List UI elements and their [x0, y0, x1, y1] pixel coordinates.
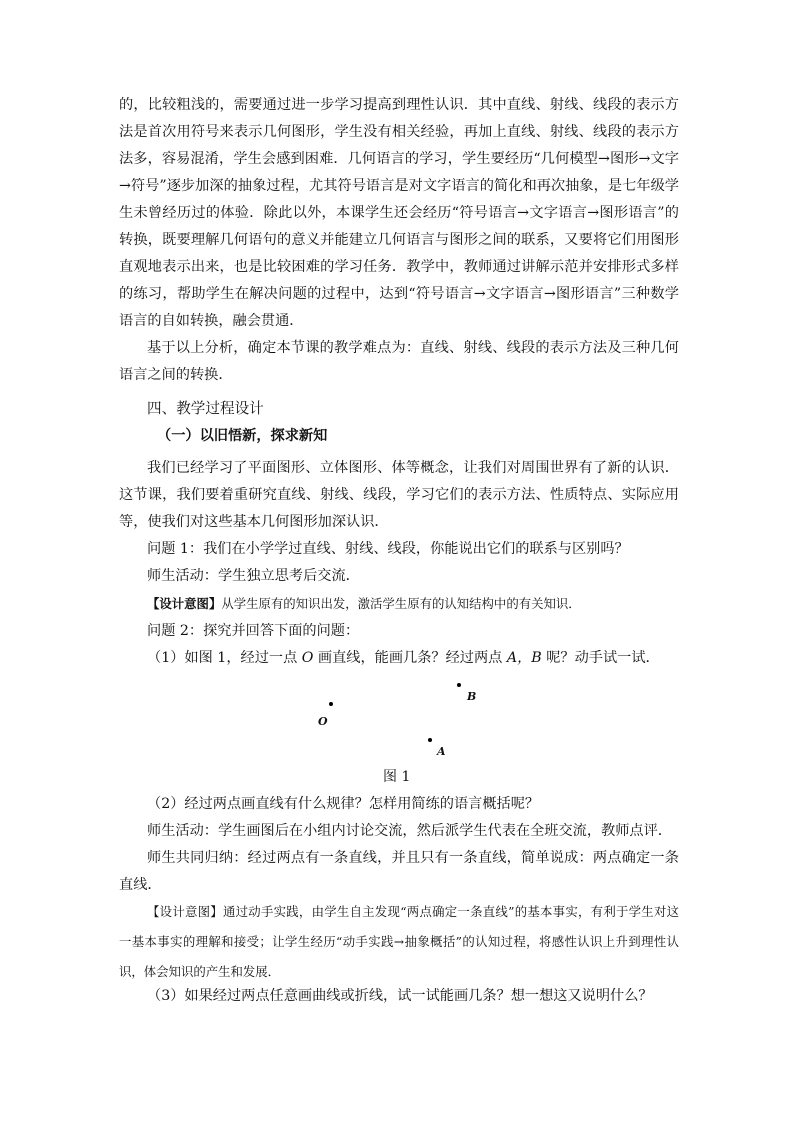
section-heading-teaching-process: 四、教学过程设计: [147, 400, 264, 417]
paragraph-introduction: 我们已经学习了平面图形、立体图形、体等概念，让我们对周围世界有了新的认识．这节课，我们要着重研究直线、射线、线段，学习它们的表示方法、性质特点、实际应用等，使我们对这些基本几何图形加深认识．: [119, 460, 679, 530]
activity-2: 师生活动：学生画图后在小组内讨论交流，然后派学生代表在全班交流，教师点评．: [147, 823, 672, 839]
question-2-part-1: （1）如图 1，经过一点 O 画直线，能画几条？经过两点 A，B 呢？动手试一试．: [147, 650, 660, 666]
figure-caption: 图 1: [383, 769, 411, 785]
conclusion-two-points-line: 师生共同归纳：经过两点有一条直线，并且只有一条直线，简单说成：两点确定一条直线．: [119, 850, 679, 893]
point-O-label: O: [318, 715, 328, 728]
design-intent-2: [119, 897, 679, 987]
point-A-dot: [428, 738, 432, 742]
points-AB-ref: A，B: [506, 650, 542, 666]
design-intent-tag: 【设计意图】: [147, 904, 223, 919]
question-2-part-3: （3）如果经过两点任意画曲线或折线，试一试能画几条？想一想这又说明什么？: [147, 988, 653, 1004]
subsection-heading-1: （一）以旧悟新，探求新知: [157, 428, 328, 444]
question-1: 问题 1：我们在小学学过直线、射线、线段，你能说出它们的联系与区别吗？: [147, 541, 629, 557]
design-intent-tag: 【设计意图】: [147, 596, 222, 611]
design-intent-1: [119, 592, 679, 616]
point-O-dot: [329, 702, 333, 706]
point-O-ref: O: [301, 650, 314, 666]
paragraph-difficulty-conclusion: 基于以上分析，确定本节课的教学难点为：直线、射线、线段的表示方法及三种几何语言之间的转换．: [119, 340, 679, 383]
point-B-label: B: [467, 690, 477, 703]
question-2: 问题 2：探究并回答下面的问题：: [147, 623, 360, 639]
design-intent-text: 从学生原有的知识出发，激活学生原有的认知结构中的有关知识．: [221, 596, 581, 611]
design-intent-text: 通过动手实践，由学生自主发现“两点确定一条直线”的基本事实，有利于学生对这一基本事实的理解和接受；让学生经历“动手实践→抽象概括”的认知过程，将感性认识上升到理性认识，体会知识的产生和发展．: [119, 904, 680, 979]
point-B-dot: [457, 683, 461, 687]
paragraph-difficulty-analysis: 的，比较粗浅的，需要通过进一步学习提高到理性认识．其中直线、射线、线段的表示方法是首次用符号来表示几何图形，学生没有相关经验，再加上直线、射线、线段的表示方法多，容易混淆，学生会感到困难．几何语言的学习，学生要经历“几何模型→图形→文字→符号”逐步加深的抽象过程，尤其符号语言是对文字语言的简化和再次抽象，是七年级学生未曾经历过的体验．除此以外，本课学生还会经历“符号语言→文字语言→图形语言”的转换，既要理解几何语句的意义并能建立几何语言与图形之间的联系，又要将它们用图形直观地表示出来，也是比较困难的学习任务．教学中，教师通过讲解示范并安排形式多样的练习，帮助学生在解决问题的过程中，达到“符号语言→文字语言→图形语言”三种数学语言的自如转换，融会贯通．: [119, 97, 679, 329]
activity-1: 师生活动：学生独立思考后交流．: [147, 568, 360, 584]
point-A-label: A: [437, 745, 446, 758]
question-2-part-2: （2）经过两点画直线有什么规律？怎样用简练的语言概括呢？: [147, 796, 540, 812]
